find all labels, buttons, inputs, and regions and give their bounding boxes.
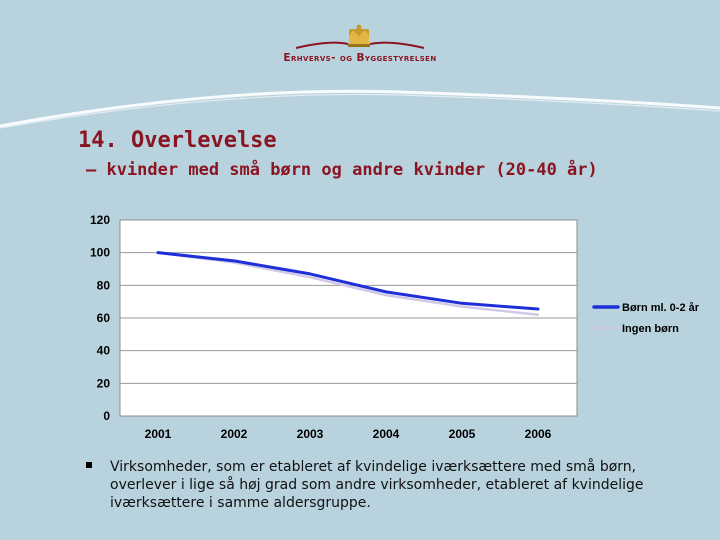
survival-chart	[0, 200, 720, 450]
x-tick-label: 2004	[372, 427, 400, 441]
data-point	[309, 273, 311, 275]
x-tick-label: 2005	[448, 427, 476, 441]
slide-title: 14. Overlevelse	[78, 128, 277, 153]
y-axis	[90, 213, 110, 423]
data-point	[461, 303, 463, 305]
data-point	[537, 314, 539, 316]
y-tick-label: 80	[96, 278, 110, 293]
square-bullet-icon	[86, 462, 92, 468]
data-point	[385, 291, 387, 293]
legend-label: Ingen børn	[622, 323, 679, 335]
x-tick-label: 2003	[296, 427, 324, 441]
data-point	[537, 308, 539, 310]
y-tick-label: 100	[89, 245, 110, 260]
legend-label: Børn ml. 0-2 år	[622, 302, 700, 314]
logo	[0, 0, 720, 80]
crown-icon	[348, 25, 370, 47]
legend	[594, 302, 700, 335]
data-point	[461, 306, 463, 308]
x-tick-label: 2002	[220, 427, 248, 441]
bullet-text: Virksomheder, som er etableret af kvindelige iværksættere med små børn, overlever i lige så høj grad som andre virksomheder, etableret af kvindelige iværksættere i samme aldersgruppe.	[110, 459, 644, 511]
slide-subtitle: – kvinder med små børn og andre kvinder (20-40 år)	[86, 160, 598, 180]
y-tick-label: 20	[96, 376, 110, 391]
logo-swash-right	[370, 43, 424, 48]
y-tick-label: 0	[103, 409, 110, 423]
x-tick-label: 2006	[524, 427, 552, 441]
org-name: Erhvervs- og Byggestyrelsen	[283, 52, 437, 64]
data-point	[233, 260, 235, 262]
y-tick-label: 40	[96, 343, 110, 358]
y-tick-label: 60	[96, 311, 110, 325]
logo-swash-left	[296, 43, 348, 48]
x-axis	[145, 427, 552, 441]
data-point	[385, 294, 387, 296]
y-tick-label: 120	[89, 213, 110, 227]
x-tick-label: 2001	[144, 427, 172, 441]
data-point	[157, 252, 159, 254]
data-point	[309, 276, 311, 278]
